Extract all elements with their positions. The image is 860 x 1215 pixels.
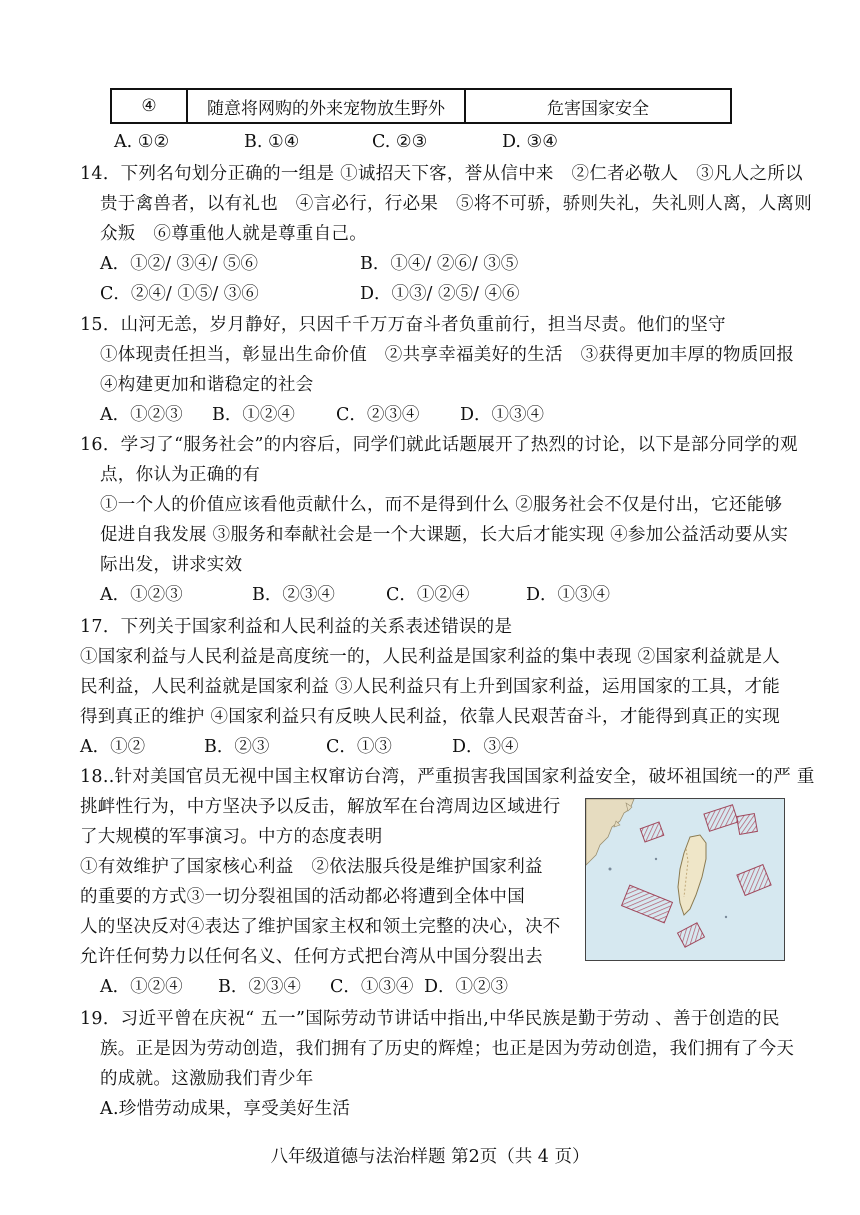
q16-option-c: C．①②④ — [386, 585, 470, 605]
q17-stem-line-2: ①国家利益与人民利益是高度统一的，人民利益是国家利益的集中表现 ②国家利益就是人 — [80, 647, 781, 667]
q13-option-b: B. ①④ — [244, 132, 300, 152]
q15-option-b: B．①②④ — [212, 405, 295, 425]
q17-stem-line-4: 得到真正的维护 ④国家利益只有反映人民利益，依靠人民艰苦奋斗，才能得到真正的实现 — [80, 707, 781, 727]
q18-stem-line-5: 的重要的方式③一切分裂祖国的活动都必将遭到全体中国 — [80, 887, 525, 907]
q19-stem-line-3: 的成就。这激励我们青少年 — [100, 1069, 314, 1089]
q18-stem-line-6: 人的坚决反对④表达了维护国家主权和领土完整的决心，决不 — [80, 917, 561, 937]
q17-stem-line-3: 民利益，人民利益就是国家利益 ③人民利益只有上升到国家利益，运用国家的工具，才能 — [80, 677, 781, 697]
q16-stem-line-1: 16．学习了“服务社会”的内容后，同学们就此话题展开了热烈的讨论，以下是部分同学的观 — [80, 435, 798, 455]
q16-stem-line-5: 际出发，讲求实效 — [100, 555, 243, 575]
q17-option-d: D．③④ — [452, 737, 519, 757]
q15-stem-line-3: ④构建更加和谐稳定的社会 — [100, 375, 314, 395]
q14-stem-line-1: 14．下列名句划分正确的一组是 ①诚招天下客，誉从信中来 ②仁者必敬人 ③凡人之所以 — [80, 164, 803, 184]
q18-option-c: C．①③④ — [330, 977, 414, 997]
q18-option-d: D．①②③ — [424, 977, 509, 997]
table-cell-result: 危害国家安全 — [547, 98, 649, 119]
q18-stem-line-1: 18..针对美国官员无视中国主权窜访台湾，严重损害我国国家利益安全，破坏祖国统一的严 重 — [80, 767, 815, 787]
q18-option-a: A．①②④ — [100, 977, 183, 997]
q14-option-b: B．①④/ ②⑥/ ③⑤ — [360, 254, 519, 274]
q13-option-a: A. ①② — [114, 132, 170, 152]
table-cell-number: ④ — [112, 90, 188, 122]
q19-option-a: A.珍惜劳动成果，享受美好生活 — [100, 1099, 351, 1119]
q15-stem-line-2: ①体现责任担当，彰显出生命价值 ②共享幸福美好的生活 ③获得更加丰厚的物质回报 — [100, 345, 795, 365]
q17-option-c: C．①③ — [326, 737, 392, 757]
q15-stem-line-1: 15．山河无恙，岁月静好，只因千千万万奋斗者负重前行，担当尽责。他们的坚守 — [80, 315, 726, 335]
q15-option-a: A．①②③ — [100, 405, 183, 425]
q19-stem-line-2: 族。正是因为劳动创造，我们拥有了历史的辉煌；也正是因为劳动创造，我们拥有了今天 — [100, 1039, 795, 1059]
q13-option-d: D. ③④ — [502, 132, 558, 152]
answer-table-row — [110, 88, 732, 124]
q17-option-a: A．①② — [80, 737, 146, 757]
map-illustration — [586, 799, 785, 961]
taiwan-exercise-map — [585, 798, 785, 961]
q18-stem-line-7: 允许任何势力以任何名义、任何方式把台湾从中国分裂出去 — [80, 947, 543, 967]
q14-option-c: C．②④/ ①⑤/ ③⑥ — [100, 284, 259, 304]
table-cell-behavior: 随意将网购的外来宠物放生野外 — [188, 90, 466, 122]
q17-option-b: B．②③ — [204, 737, 270, 757]
q17-stem-line-1: 17．下列关于国家利益和人民利益的关系表述错误的是 — [80, 617, 513, 637]
q16-option-d: D．①③④ — [526, 585, 611, 605]
q19-stem-line-1: 19．习近平曾在庆祝“ 五一”国际劳动节讲话中指出,中华民族是勤于劳动 、善于创造的民 — [80, 1009, 780, 1029]
q15-option-d: D．①③④ — [460, 405, 545, 425]
q14-option-a: A．①②/ ③④/ ⑤⑥ — [100, 254, 259, 274]
q13-option-c: C. ②③ — [372, 132, 428, 152]
q14-option-d: D．①③/ ②⑤/ ④⑥ — [360, 284, 520, 304]
q16-option-a: A．①②③ — [100, 585, 183, 605]
q15-option-c: C．②③④ — [336, 405, 420, 425]
q14-stem-line-2: 贵于禽兽者，以有礼也 ④言必行，行必果 ⑤将不可骄，骄则失礼，失礼则人离，人离则 — [100, 194, 812, 214]
q16-stem-line-3: ①一个人的价值应该看他贡献什么，而不是得到什么 ②服务社会不仅是付出，它还能够 — [100, 495, 783, 515]
q18-option-b: B．②③④ — [218, 977, 301, 997]
page-footer: 八年级道德与法治样题 第2页（共 4 页） — [270, 1147, 590, 1167]
q16-stem-line-2: 点，你认为正确的有 — [100, 465, 261, 485]
q16-stem-line-4: 促进自我发展 ③服务和奉献社会是一个大课题，长大后才能实现 ④参加公益活动要从实 — [100, 525, 789, 545]
q14-stem-line-3: 众叛 ⑥尊重他人就是尊重自己。 — [100, 224, 367, 244]
q16-option-b: B．②③④ — [252, 585, 335, 605]
q18-stem-line-3: 了大规模的军事演习。中方的态度表明 — [80, 827, 383, 847]
q18-stem-line-2: 挑衅性行为，中方坚决予以反击，解放军在台湾周边区域进行 — [80, 797, 561, 817]
q18-stem-line-4: ①有效维护了国家核心利益 ②依法服兵役是维护国家利益 — [80, 857, 543, 877]
